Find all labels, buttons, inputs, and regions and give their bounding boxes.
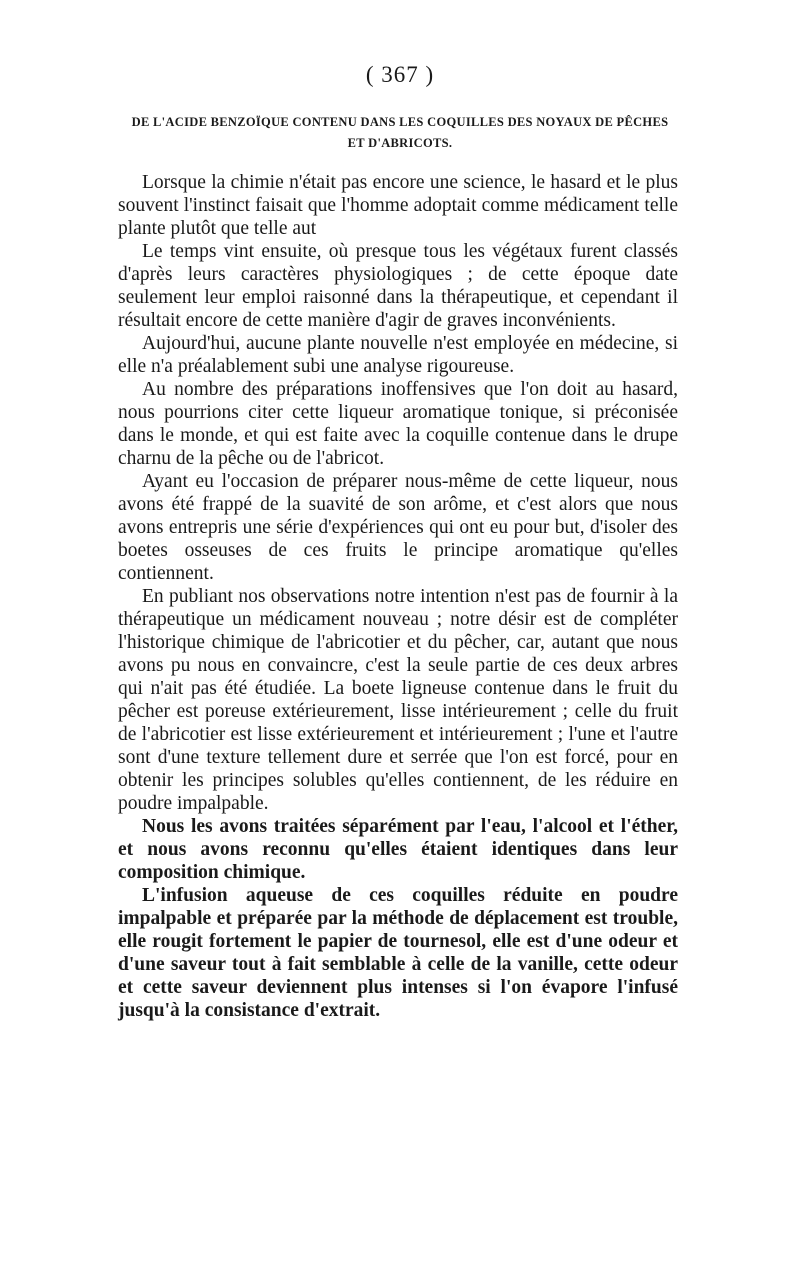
paragraph-8: L'infusion aqueuse de ces coquilles réduite en poudre impalpable et préparée par la méthode de déplacement est trouble, elle rougit fortement le papier de tournesol, elle est d'une odeur et d'une saveur tout à fait semblable à celle de la vanille, cette odeur et cette saveur deviennent plus intenses si l'on évapore l'infusé jusqu'à la consistance d'extrait.	[118, 885, 678, 1021]
page-number: ( 367 )	[365, 62, 435, 87]
paragraph-1: Lorsque la chimie n'était pas encore une science, le hasard et le plus souvent l'instinct faisait que l'homme adoptait comme médicament telle plante plutôt que telle aut	[118, 172, 678, 239]
article-title-line-1: DE L'ACIDE BENZOÏQUE CONTENU DANS LES COQUILLES DES NOYAUX DE PÊCHES	[131, 115, 669, 129]
paragraph-7: Nous les avons traitées séparément par l'eau, l'alcool et l'éther, et nous avons reconnu qu'elles étaient identiques dans leur composition chimique.	[118, 816, 678, 883]
article-title-line-2: ET D'ABRICOTS.	[347, 136, 453, 150]
paragraph-6: En publiant nos observations notre intention n'est pas de fournir à la thérapeutique un médicament nouveau ; notre désir est de compléter l'historique chimique de l'abricotier et du pêcher, car, autant que nous avons pu nous en convaincre, c'est la seule partie de ces deux arbres qui n'ait pas été étudiée. La boete ligneuse contenue dans le fruit du pêcher est poreuse extérieurement, lisse intérieurement ; celle du fruit de l'abricotier est lisse extérieurement et intérieurement ; l'une et l'autre sont d'une texture tellement dure et serrée que l'on est forcé, pour en obtenir les principes solubles qu'elles contiennent, de les réduire en poudre impalpable.	[118, 586, 678, 814]
paragraph-5: Ayant eu l'occasion de préparer nous-même de cette liqueur, nous avons été frappé de la suavité de son arôme, et c'est alors que nous avons entrepris une série d'expériences qui ont eu pour but, d'isoler des boetes osseuses de ces fruits le principe aromatique qu'elles contiennent.	[118, 471, 678, 584]
bold-section	[118, 815, 678, 1022]
article-body	[118, 171, 678, 1022]
article-title	[120, 112, 680, 154]
paragraph-4: Au nombre des préparations inoffensives que l'on doit au hasard, nous pourrions citer cette liqueur aromatique tonique, si préconisée dans le monde, et qui est faite avec la coquille contenue dans le drupe charnu de la pêche ou de l'abricot.	[118, 379, 678, 469]
paragraph-2: Le temps vint ensuite, où presque tous les végétaux furent classés d'après leurs caractères physiologiques ; de cette époque date seulement leur emploi raisonné dans la thérapeutique, et cependant il résultait encore de cette manière d'agir de graves inconvénients.	[118, 241, 678, 331]
paragraph-3: Aujourd'hui, aucune plante nouvelle n'est employée en médecine, si elle n'a préalablement subi une analyse rigoureuse.	[118, 333, 678, 377]
